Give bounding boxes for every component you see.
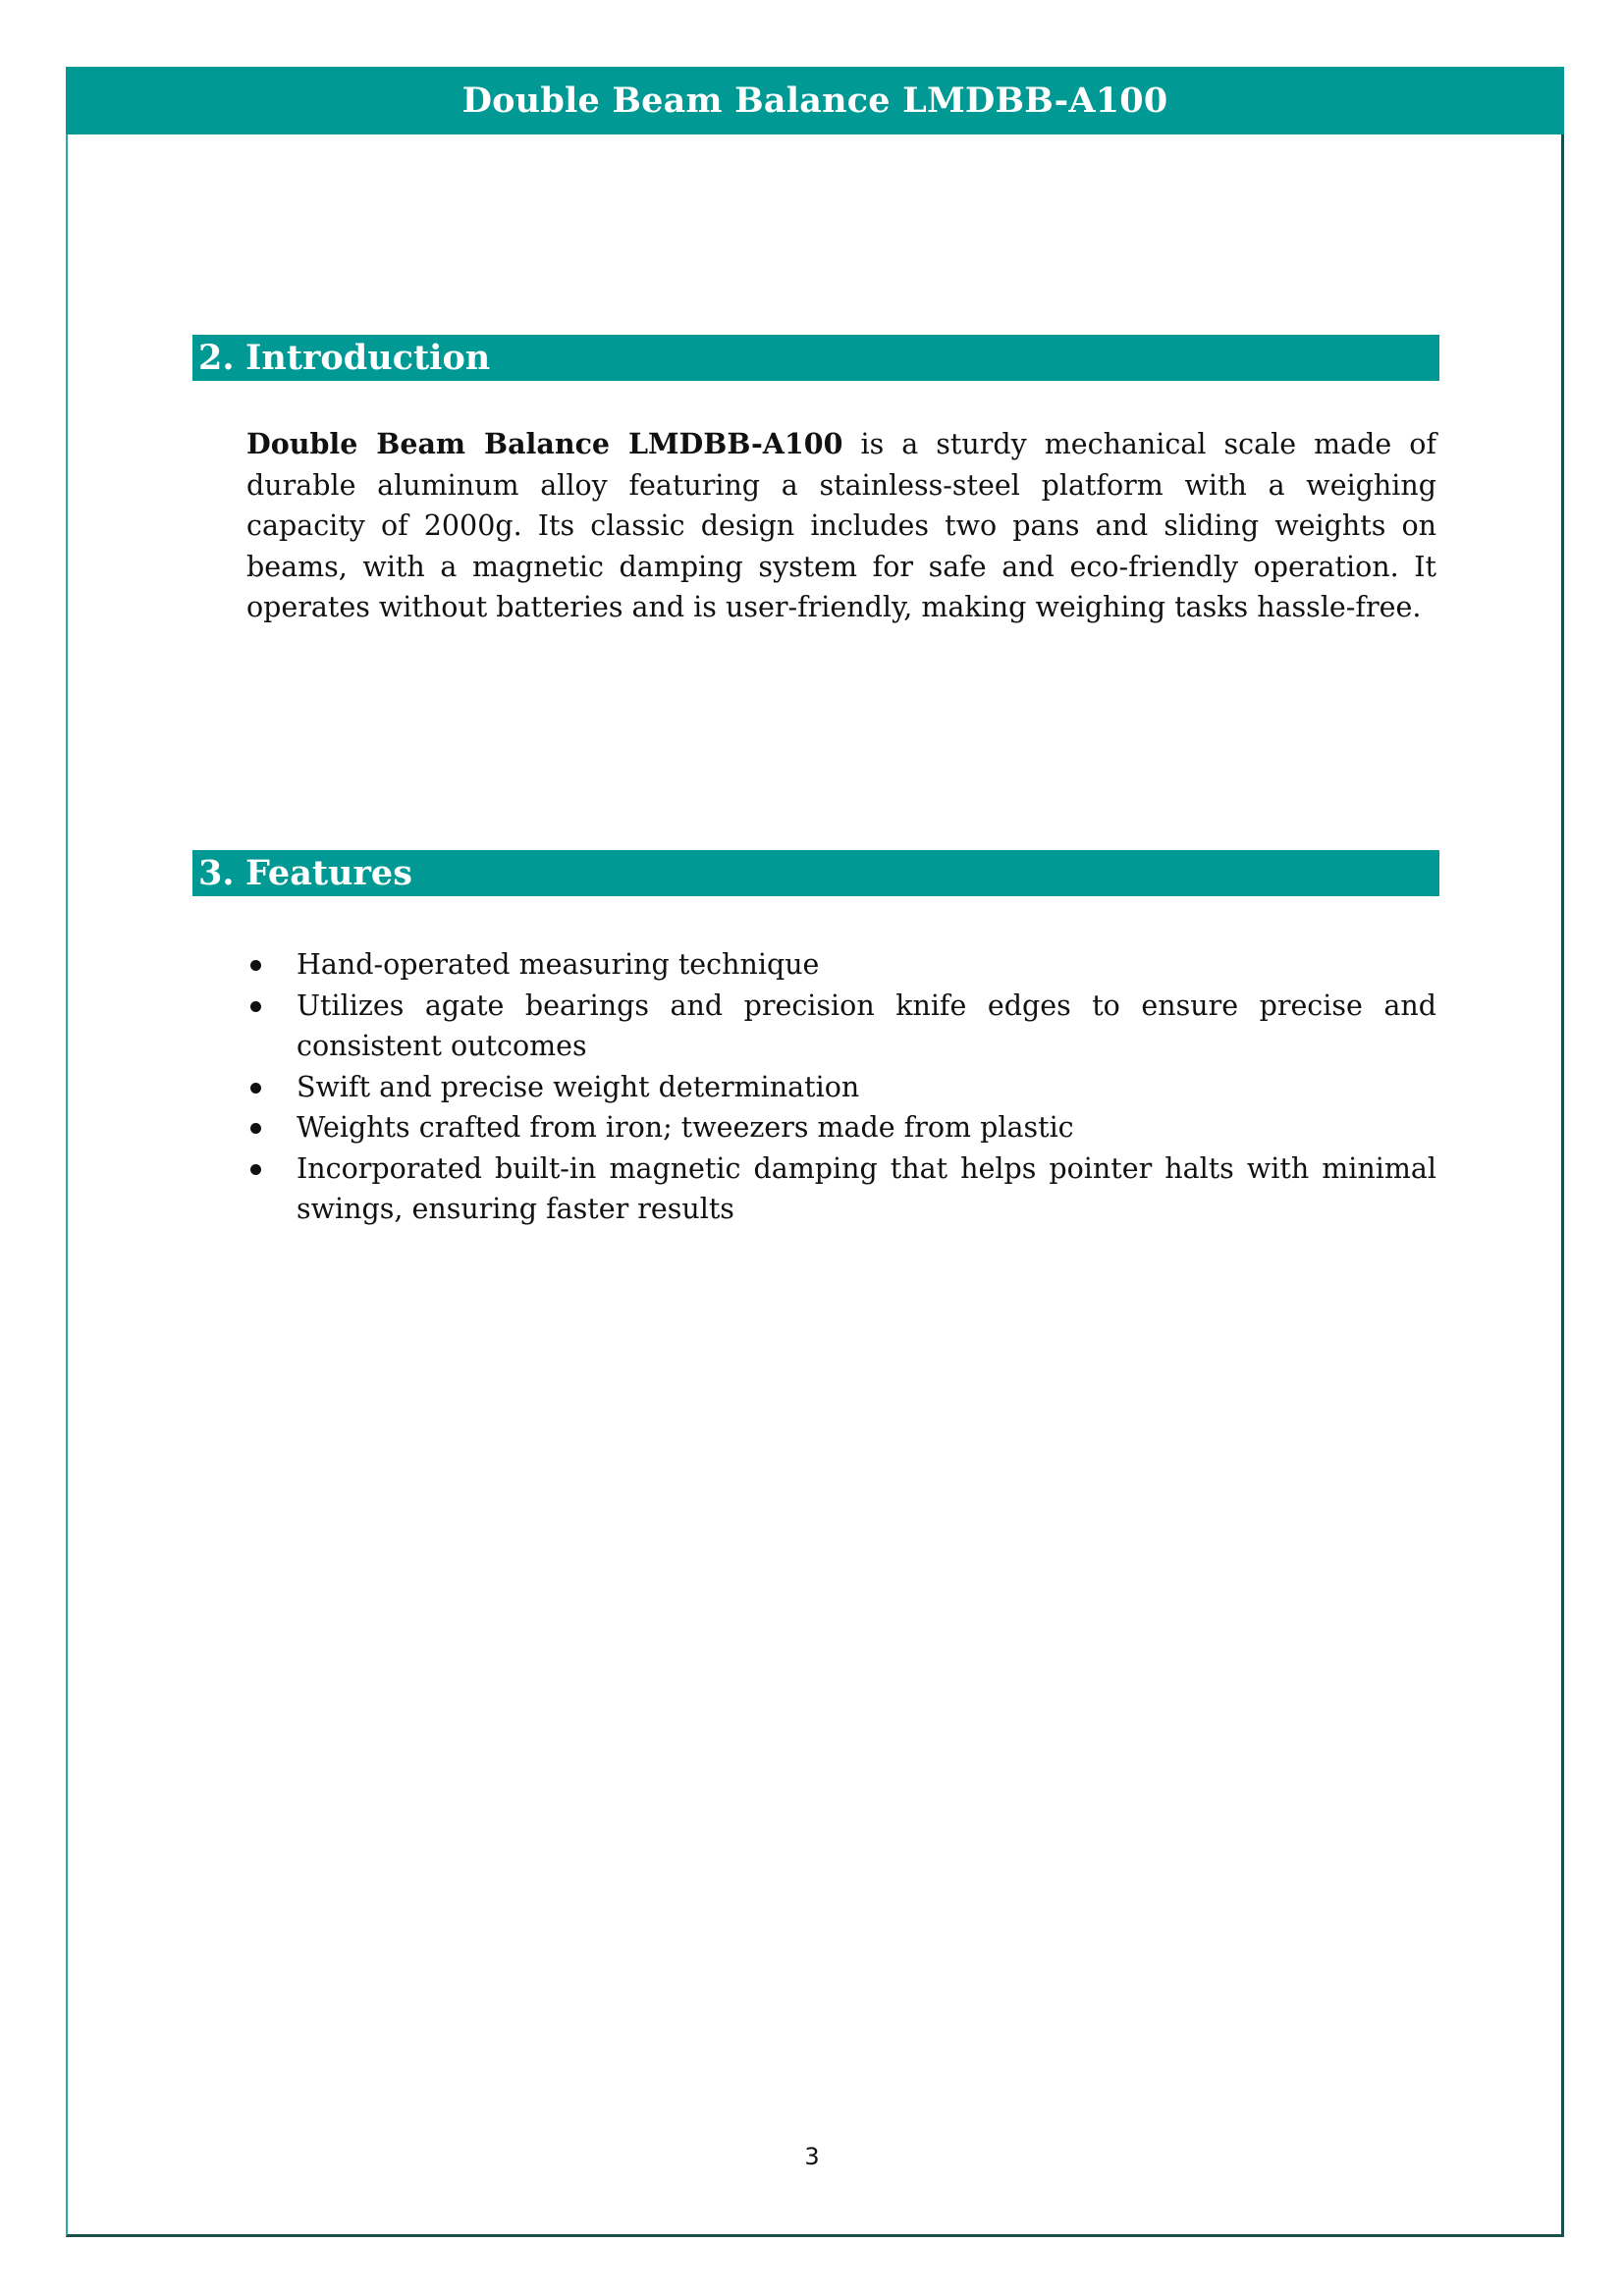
section-heading-features: [192, 850, 1439, 896]
feature-text: Incorporated built-in magnetic damping that helps pointer halts with minimal swings, ensuring faster results: [297, 1151, 1436, 1225]
list-item: [246, 944, 1436, 986]
product-name: Double Beam Balance LMDBB-A100: [246, 427, 843, 460]
features-list: [246, 944, 1436, 1230]
feature-text: Weights crafted from iron; tweezers made from plastic: [297, 1111, 1074, 1144]
list-item: [246, 986, 1436, 1067]
section-number: 3.: [198, 853, 235, 893]
list-item: [246, 1148, 1436, 1230]
list-item: [246, 1067, 1436, 1108]
section-title: Features: [245, 853, 412, 893]
bullet-icon: [250, 1164, 261, 1175]
document-title: Double Beam Balance LMDBB-A100: [461, 80, 1168, 121]
bullet-icon: [250, 1083, 261, 1094]
bullet-icon: [250, 960, 261, 971]
page-number: 3: [804, 2143, 820, 2170]
list-item: [246, 1107, 1436, 1148]
feature-text: Swift and precise weight determination: [297, 1070, 860, 1103]
bullet-icon: [250, 1001, 261, 1012]
document-header: [66, 67, 1564, 134]
feature-text: Hand-operated measuring technique: [297, 948, 820, 981]
introduction-paragraph: [246, 424, 1436, 628]
section-heading-introduction: [192, 335, 1439, 381]
section-title: Introduction: [245, 338, 491, 378]
introduction-body: is a sturdy mechanical scale made of durable aluminum alloy featuring a stainless-steel platform with a weighing capacity of 2000g. Its classic design includes two pans and sliding weights on beams, with a magnetic damping system for safe and eco-friendly operation. It operates without batteries and is user-friendly, making weighing tasks hassle-free.: [246, 428, 1436, 623]
bullet-icon: [250, 1123, 261, 1134]
section-number: 2.: [198, 338, 235, 378]
feature-text: Utilizes agate bearings and precision knife edges to ensure precise and consistent outcomes: [297, 988, 1436, 1062]
